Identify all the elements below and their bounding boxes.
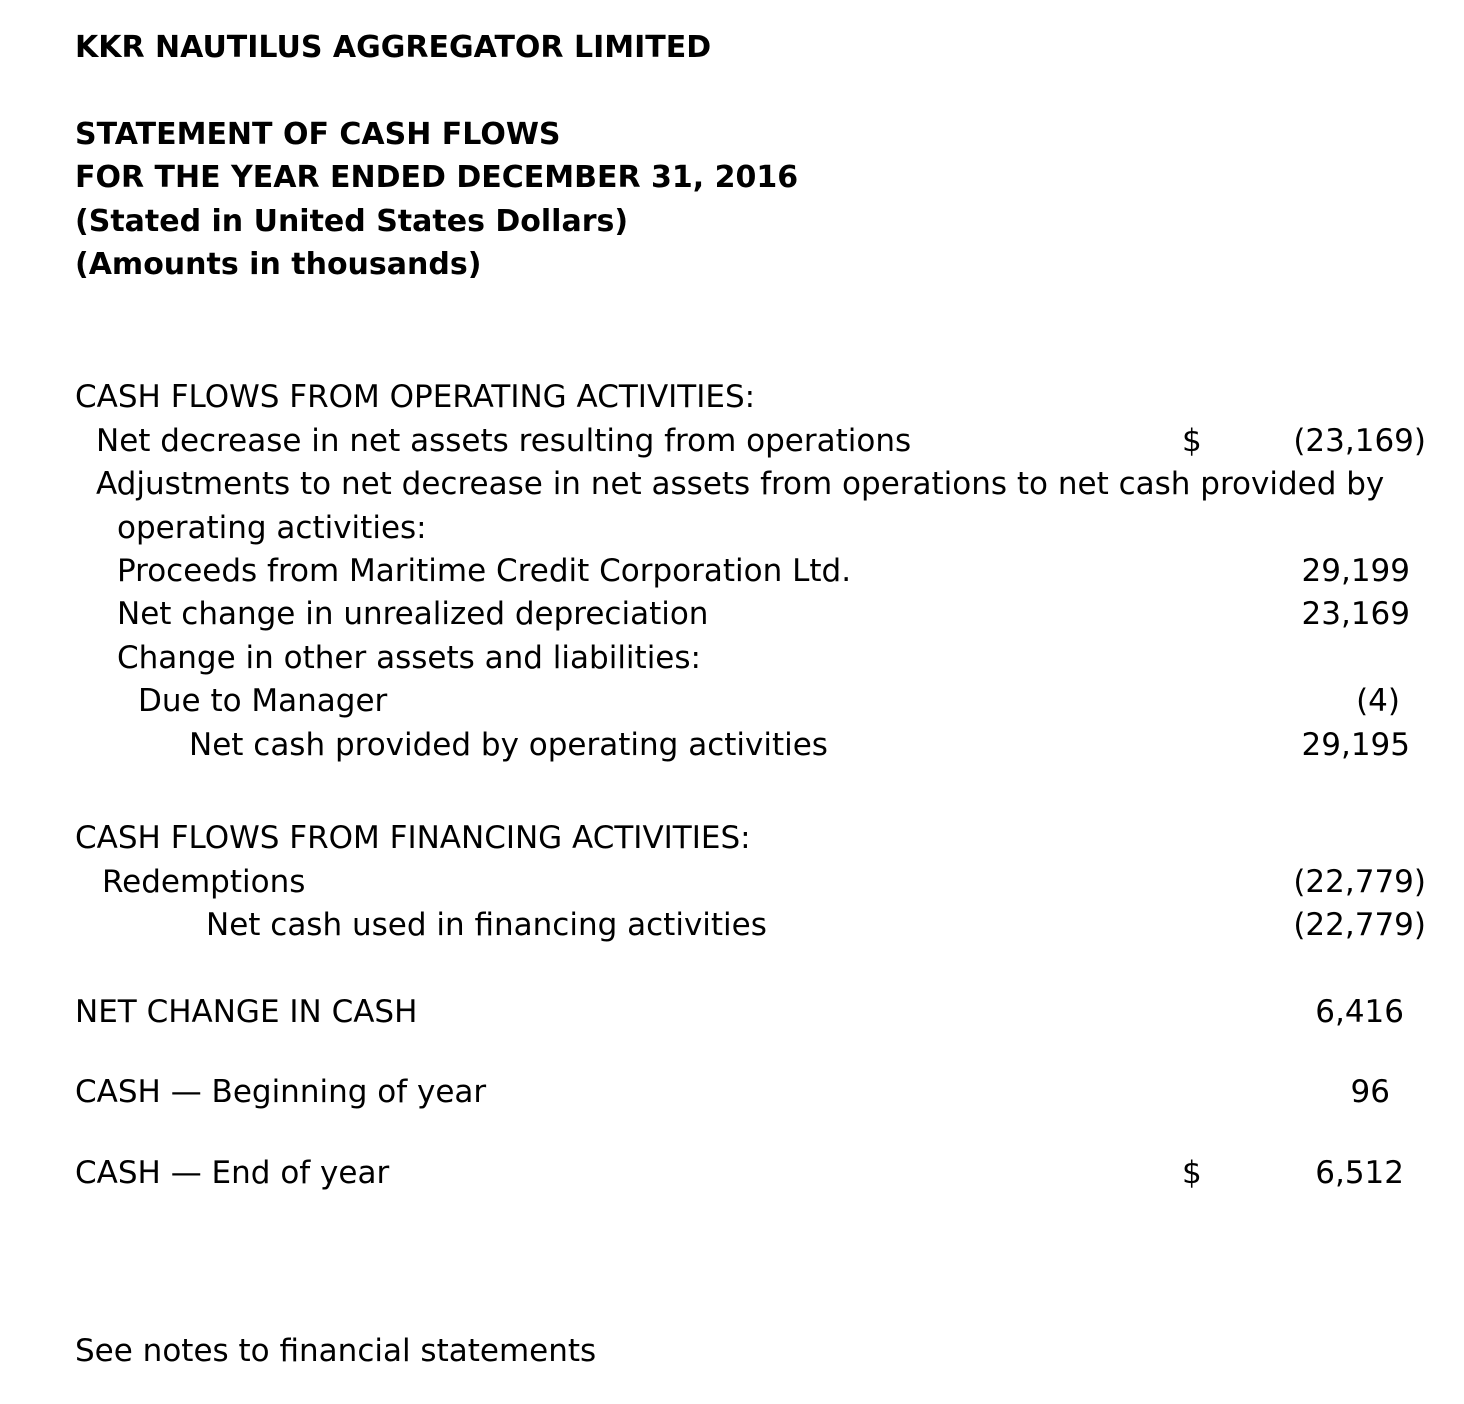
due-to-manager-label: Due to Manager (138, 683, 388, 719)
net-cash-financing-row (0, 903, 1430, 947)
net-cash-financing-value: (22,779) (1293, 907, 1426, 943)
proceeds-row (0, 549, 1430, 593)
net-decrease-value: (23,169) (1293, 423, 1426, 459)
adjustments-label: Adjustments to net decrease in net assets from operations to net cash provided by (96, 466, 1385, 502)
due-to-manager-row (0, 679, 1430, 723)
statement-title: STATEMENT OF CASH FLOWS (75, 117, 561, 152)
proceeds-label: Proceeds from Maritime Credit Corporation Ltd. (117, 553, 852, 589)
net-cash-financing-label: Net cash used in financing activities (206, 907, 767, 943)
operating-heading: CASH FLOWS FROM OPERATING ACTIVITIES: (75, 379, 756, 415)
footer-note: See notes to financial statements (75, 1333, 597, 1369)
operating-heading-row (0, 375, 1430, 419)
unrealized-label: Net change in unrealized depreciation (117, 596, 709, 632)
net-cash-operating-label: Net cash provided by operating activities (189, 727, 828, 763)
cash-beginning-row (0, 1070, 1430, 1114)
adjustments-row (0, 462, 1430, 506)
unrealized-value: 23,169 (1301, 596, 1410, 632)
adjustments-continued-row (0, 506, 1430, 550)
redemptions-value: (22,779) (1293, 864, 1426, 900)
currency-symbol: $ (1182, 423, 1202, 459)
adjustments-label-continued: operating activities: (117, 510, 427, 546)
cash-end-label: CASH — End of year (75, 1155, 390, 1191)
other-changes-row (0, 636, 1430, 680)
net-change-row (0, 990, 1430, 1034)
net-cash-operating-value: 29,195 (1301, 727, 1410, 763)
currency-note: (Stated in United States Dollars) (75, 204, 629, 239)
net-decrease-row (0, 419, 1430, 463)
cash-end-row (0, 1151, 1430, 1195)
net-cash-operating-row (0, 723, 1430, 767)
net-change-label: NET CHANGE IN CASH (75, 994, 418, 1030)
cash-beginning-label: CASH — Beginning of year (75, 1074, 487, 1110)
financing-heading-row (0, 816, 1430, 860)
company-name: KKR NAUTILUS AGGREGATOR LIMITED (75, 30, 712, 65)
net-decrease-label: Net decrease in net assets resulting from operations (96, 423, 912, 459)
cash-end-value: 6,512 (1315, 1155, 1404, 1191)
currency-symbol: $ (1182, 1155, 1202, 1191)
statement-period: FOR THE YEAR ENDED DECEMBER 31, 2016 (75, 160, 799, 195)
redemptions-row (0, 860, 1430, 904)
redemptions-label: Redemptions (102, 864, 306, 900)
other-changes-label: Change in other assets and liabilities: (117, 640, 701, 676)
footer-note-row (0, 1329, 1430, 1373)
cash-beginning-value: 96 (1350, 1074, 1390, 1110)
units-note: (Amounts in thousands) (75, 247, 482, 282)
due-to-manager-value: (4) (1356, 683, 1400, 719)
net-change-value: 6,416 (1315, 994, 1404, 1030)
proceeds-value: 29,199 (1301, 553, 1410, 589)
financing-heading: CASH FLOWS FROM FINANCING ACTIVITIES: (75, 820, 751, 856)
unrealized-row (0, 592, 1430, 636)
